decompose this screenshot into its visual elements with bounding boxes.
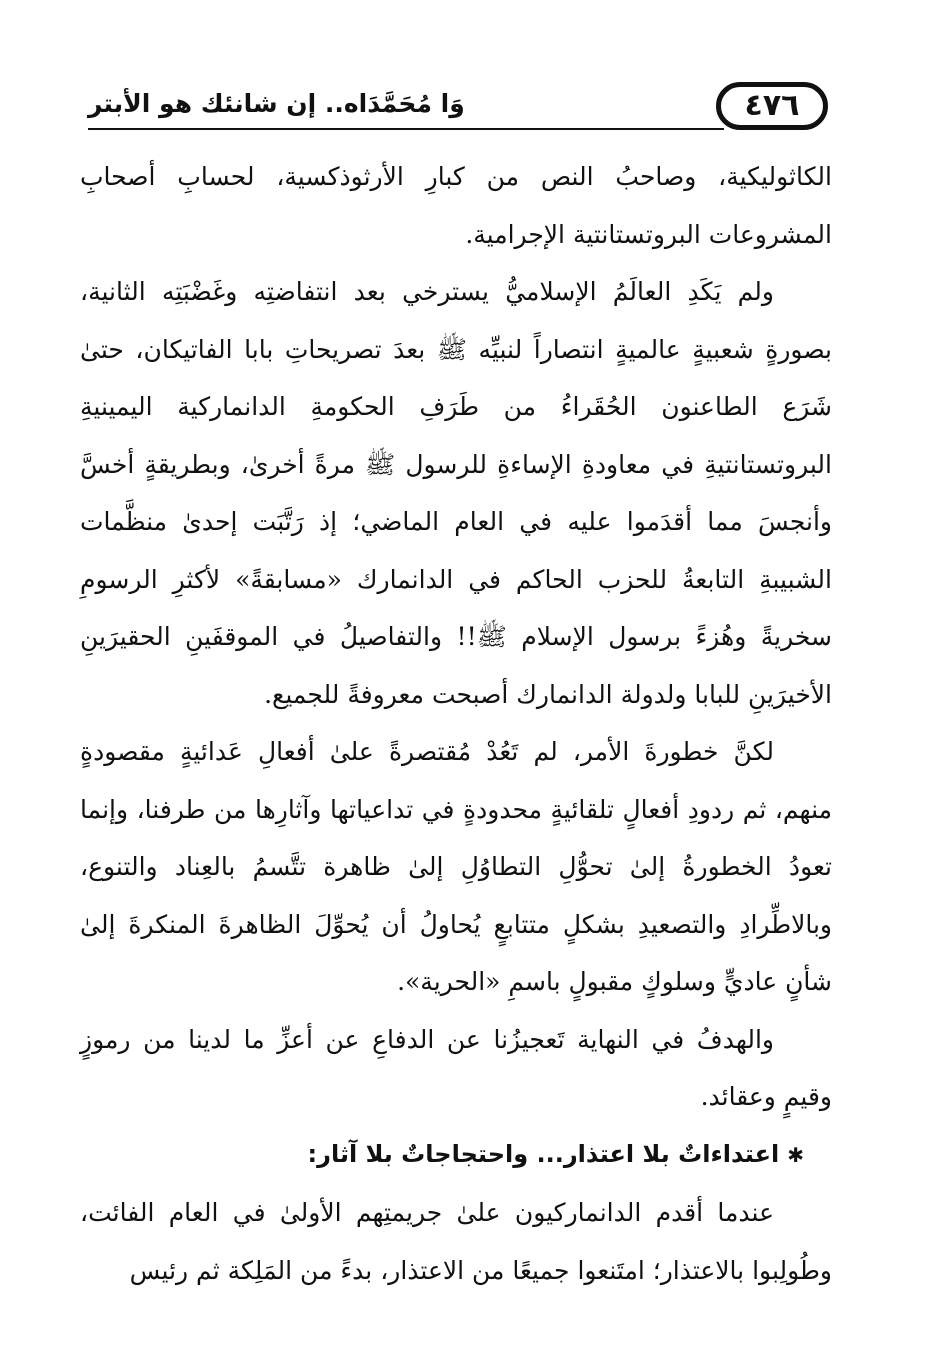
main-text xyxy=(80,148,832,1299)
page-header xyxy=(88,78,828,134)
paragraph-1: الكاثوليكية، وصاحبُ النص من كبارِ الأرثوذكسية، لحسابِ أصحابِ المشروعات البروتستانتية الإجرامية. xyxy=(80,162,832,249)
page-number: ٤٧٦ xyxy=(716,82,828,130)
paragraph-4: والهدفُ في النهاية تَعجيزُنا عن الدفاعِ عن أعزِّ ما لدينا من رموزٍ وقيمٍ وعقائد. xyxy=(80,1024,832,1111)
paragraph-2: ولم يَكَدِ العالَمُ الإسلاميُّ يسترخي بعد انتفاضتِه وغَضْبَتِه الثانية، بصورةٍ شعبيةٍ عالميةٍ انتصاراً لنبيِّه ﷺ بعدَ تصريحاتِ بابا الفاتيكان، حتىٰ شَرَع الطاعنون الحُقَراءُ من طَرَفِ الحكومةِ الدانماركية اليمينيةِ البروتستانتيةِ في معاودةِ الإساءةِ للرسول ﷺ مرةً أخرىٰ، وبطريقةٍ أخسَّ وأنجسَ مما أقدَموا عليه في العام الماضي؛ إذ رَتَّبَت إحدىٰ منظَّمات الشبيبةِ التابعةُ للحزب الحاكم في الدانمارك «مسابقةً» لأكثرِ الرسومِ سخريةً وهُزءً برسول الإسلام ﷺ!! والتفاصيلُ في الموقفَينِ الحقيرَينِ الأخيرَينِ للبابا ولدولة الدانمارك أصبحت معروفةً للجميع. xyxy=(80,277,832,709)
asterisk-icon: ✱ xyxy=(787,1142,804,1167)
running-title: وَا مُحَمَّدَاه.. إن شانئك هو الأبتر xyxy=(88,89,465,118)
paragraph-5: عندما أقدم الدانماركيون علىٰ جريمتِهم الأولىٰ في العام الفائت، وطُولِبوا بالاعتذار؛ امتَنعوا جميعًا من الاعتذار، بدءً من المَلِكة ثم رئيس xyxy=(80,1198,832,1285)
paragraph-3: لكنَّ خطورةَ الأمر، لم تَعُدْ مُقتصرةً علىٰ أفعالِ عَدائيةٍ مقصودةٍ منهم، ثم ردودِ أفعالٍ تلقائيةٍ محدودةٍ في تداعياتها وآثارِها من طرفنا، وإنما تعودُ الخطورةُ إلىٰ تحوُّلِ التطاوُلِ إلىٰ ظاهرة تتَّسمُ بالعِناد والتنوع، وبالاطِّرادِ والتصعيدِ بشكلٍ متتابعٍ يُحاولُ أن يُحوِّلَ الظاهرةَ المنكرةَ إلىٰ شأنٍ عاديٍّ وسلوكٍ مقبولٍ باسمِ «الحرية». xyxy=(80,737,832,996)
section-heading-text: اعتداءاتٌ بلا اعتذار... واحتجاجاتٌ بلا آثار: xyxy=(307,1139,780,1168)
header-rule xyxy=(88,128,724,130)
section-heading xyxy=(80,1126,832,1185)
